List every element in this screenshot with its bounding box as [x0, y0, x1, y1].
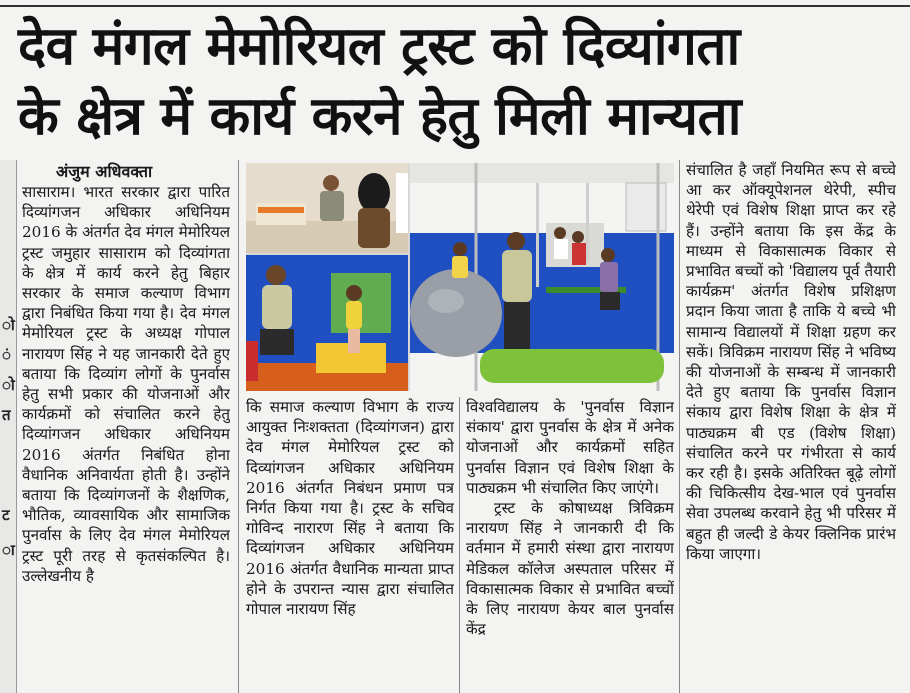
- edge-fragment: ट: [2, 506, 10, 524]
- edge-fragment: त: [2, 406, 11, 424]
- edge-fragment: ो: [2, 376, 15, 394]
- column3-paragraph: विश्वविद्यालय के 'पुनर्वास विज्ञान संकाय' द्वारा पुनर्वास के क्षेत्र में अनेक योजनाओं और कार्यक्रमों सहित पुनर्वास विज्ञान एवं विशेष शिक्षा के पाठ्यक्रम भी संचालित किए जाएंगे।: [466, 398, 674, 497]
- headline: [18, 12, 898, 152]
- headline-line-1: देव मंगल मेमोरियल ट्रस्ट को दिव्यांगता: [18, 16, 740, 77]
- byline: अंजुम अधिवक्ता: [56, 162, 153, 181]
- column4-paragraph: संचालित है जहाँ नियमित रूप से बच्चे आ कर ऑक्यूपेशनल थेरेपी, स्पीच थेरेपी एवं विशेष शिक्षा प्राप्त कर रहे हैं। उन्होंने बताया कि इस केंद्र के माध्यम से विकासात्मक विकार से प्रभावित बच्चों को 'विद्यालय पूर्व तैयारी कार्यक्रम' अंतर्गत विशेष प्रशिक्षण प्रदान किया जाता है ताकि ये बच्चे भी सामान्य विद्यालयों में शिक्षा ग्रहण कर सकें। त्रिविक्रम नारायण सिंह ने भविष्य की योजनाओं के सम्बन्ध में जानकारी देते हुए बताया कि पुनर्वास विज्ञान संकाय द्वारा विशेष शिक्षा के क्षेत्र में पाठ्यक्रम बी एड (विशेष शिक्षा) संचालित करने पर गंभीरता से कार्य कर रही है। इसके अतिरिक्त बूढ़े लोगों की चिकित्सीय देख-भाल एवं पुनर्वास सेवा उपलब्ध करवाने हेतु भी परिसर में बहुत ही जल्दी डे केयर क्लिनिक प्रारंभ किया जाएगा।: [686, 161, 896, 563]
- article-column-4: [686, 160, 896, 693]
- top-rule: [0, 5, 910, 7]
- edge-fragment: ो: [2, 316, 15, 334]
- edge-fragment: ा: [2, 541, 15, 559]
- photo-illustration: [246, 163, 674, 391]
- article-column-1: [22, 182, 230, 693]
- article-column-2: [246, 397, 454, 693]
- column3-paragraph: ट्रस्ट के कोषाध्यक्ष त्रिविक्रम नारायण सिंह ने जानकारी दी कि वर्तमान में हमारी संस्था द्वारा नारायण मेडिकल कॉलेज अस्पताल परिसर में विकासात्मक विकार से प्रभावित बच्चों के लिए नारायण केयर बाल पुनर्वास केंद्र: [466, 499, 674, 639]
- column-divider: [679, 160, 680, 693]
- headline-line-2: के क्षेत्र में कार्य करने हेतु मिली मान्यता: [18, 86, 741, 147]
- therapy-center-photo: [246, 163, 674, 391]
- column2-paragraph: कि समाज कल्याण विभाग के राज्य आयुक्त निःशक्तता (दिव्यांगजन) द्वारा देव मंगल मेमोरियल ट्रस्ट को दिव्यांगजन अधिकार अधिनियम 2016 अंतर्गत निबंधन प्रमाण पत्र निर्गत किया गया है। ट्रस्ट के सचिव गोविन्द नारारण सिंह ने बताया कि दिव्यांगजन अधिकार अधिनियम 2016 अंतर्गत वैधानिक मान्यता प्राप्त होने के उपरान्त न्यास द्वारा संचालित गोपाल नारायण सिंह: [246, 398, 454, 619]
- adjacent-article-fragment: [0, 160, 17, 693]
- column1-paragraph: सासाराम। भारत सरकार द्वारा पारित दिव्यांगजन अधिकार अधिनियम 2016 के अंतर्गत देव मंगल मेमोरियल ट्रस्ट जमुहार सासाराम को दिव्यांगता के क्षेत्र में कार्य करने हेतु बिहार सरकार के समाज कल्याण विभाग द्वारा निबंधित किया गया है। देव मंगल मेमोरियल ट्रस्ट के अध्यक्ष गोपाल नारायण सिंह ने यह जानकारी देते हुए बताया कि दिव्यांग लोगों के पुनर्वास हेतु सभी प्रकार की योजनाओं और कार्यक्रमों को संचालित करने हेतु दिव्यांगजन अधिकार अधिनियम 2016 अंतर्गत निबंधित होना वैधानिक अनिवार्यता होती है। उन्होंने बताया कि दिव्यांगजनों के शैक्षणिक, भौतिक, व्यावसायिक और सामाजिक पुनर्वास के लिए देव मंगल मेमोरियल ट्रस्ट पूरी तरह से कृतसंकल्पित है। उल्लेखनीय है: [22, 183, 230, 585]
- article-column-3: [466, 397, 674, 693]
- column-divider: [459, 397, 460, 693]
- edge-fragment: ं: [2, 346, 11, 364]
- column-divider: [238, 160, 239, 693]
